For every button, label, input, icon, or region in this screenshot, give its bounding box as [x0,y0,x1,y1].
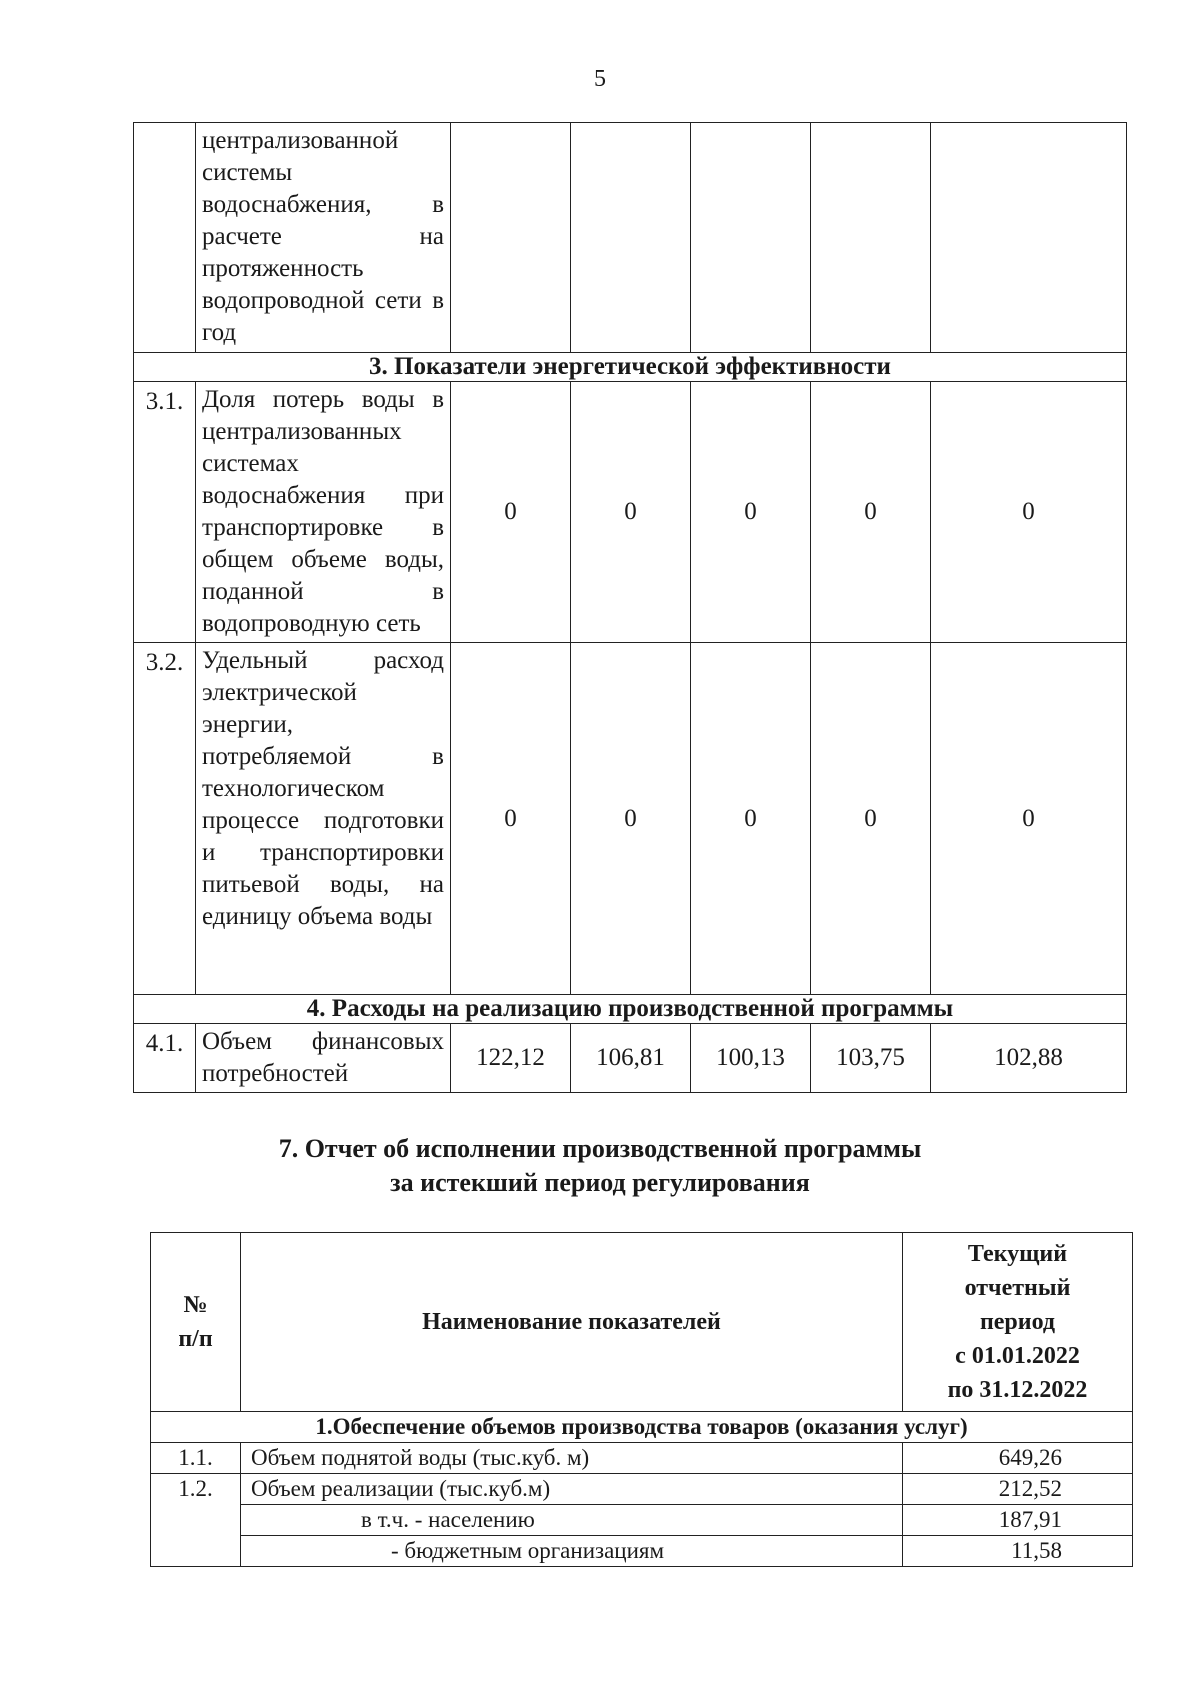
section-title: 4. Расходы на реализацию производственной программы [134,995,1127,1024]
heading-line: 7. Отчет об исполнении производственной программы [278,1134,922,1163]
table-row [134,382,1127,643]
value-cell: 0 [691,382,811,643]
value-cell: 0 [691,643,811,995]
header-text: отчетный [964,1275,1071,1301]
page-number: 5 [594,66,606,92]
table-row [151,1474,1133,1505]
table-row [151,1443,1133,1474]
header-text: по 31.12.2022 [947,1377,1088,1403]
row-number: 1.2. [151,1474,241,1567]
section-title: 3. Показатели энергетической эффективности [134,353,1127,382]
row-number: 3.1. [134,382,196,643]
indicator-description: Объем финансовых потребностей [196,1024,451,1093]
value-cell: 0 [571,382,691,643]
value-cell: 103,75 [811,1024,931,1093]
header-text: Текущий [967,1241,1068,1267]
report-table [150,1232,1133,1567]
row-value: 187,91 [903,1505,1133,1536]
value-cell: 0 [571,643,691,995]
row-name: Объем поднятой воды (тыс.куб. м) [241,1443,903,1474]
header-row [151,1233,1133,1412]
heading-line: за истекший период регулирования [390,1168,810,1197]
value-cell: 0 [931,643,1127,995]
header-text: с 01.01.2022 [955,1343,1080,1369]
row-value: 11,58 [903,1536,1133,1567]
indicators-table [133,122,1127,1093]
value-cell: 102,88 [931,1024,1127,1093]
header-num [151,1233,241,1412]
row-name: Объем реализации (тыс.куб.м) [241,1474,903,1505]
table-row [151,1505,1133,1536]
row-number: 3.2. [134,643,196,995]
table-row [134,1024,1127,1093]
value-cell: 122,12 [451,1024,571,1093]
section-row [151,1412,1133,1443]
value-cell: 0 [811,382,931,643]
header-name: Наименование показателей [241,1233,903,1412]
header-period [903,1233,1133,1412]
value-cell: 100,13 [691,1024,811,1093]
value-cell: 0 [451,382,571,643]
row-name: в т.ч. - населению [241,1505,903,1536]
value-cell: 0 [811,643,931,995]
value-cell: 0 [931,382,1127,643]
indicator-description: Доля потерь воды в централизованных системах водоснабжения при транспортировке в общем объеме воды, поданной в водопроводную сеть [196,382,451,643]
table-row [151,1536,1133,1567]
row-number: 4.1. [134,1024,196,1093]
value-cell: 0 [451,643,571,995]
row-number: 1.1. [151,1443,241,1474]
section-row [134,995,1127,1024]
header-text: № [183,1292,208,1318]
row-value: 649,26 [903,1443,1133,1474]
row-value: 212,52 [903,1474,1133,1505]
section-row [134,353,1127,382]
header-text: период [979,1309,1056,1335]
indicator-description: Удельный расход электрической энергии, потребляемой в технологическом процессе подготовки и транспортировки питьевой воды, на единицу объема воды [196,643,451,995]
header-text: п/п [178,1326,213,1352]
row-number [134,123,196,353]
row-name: - бюджетным организациям [241,1536,903,1567]
indicator-description: централизованной системы водоснабжения, в расчете на протяженность водопроводной сети в год [196,123,451,353]
value-cell: 106,81 [571,1024,691,1093]
section-heading [0,1132,1200,1200]
table-row [134,643,1127,995]
section-title: 1.Обеспечение объемов производства товаров (оказания услуг) [151,1412,1133,1443]
table-row [134,123,1127,353]
